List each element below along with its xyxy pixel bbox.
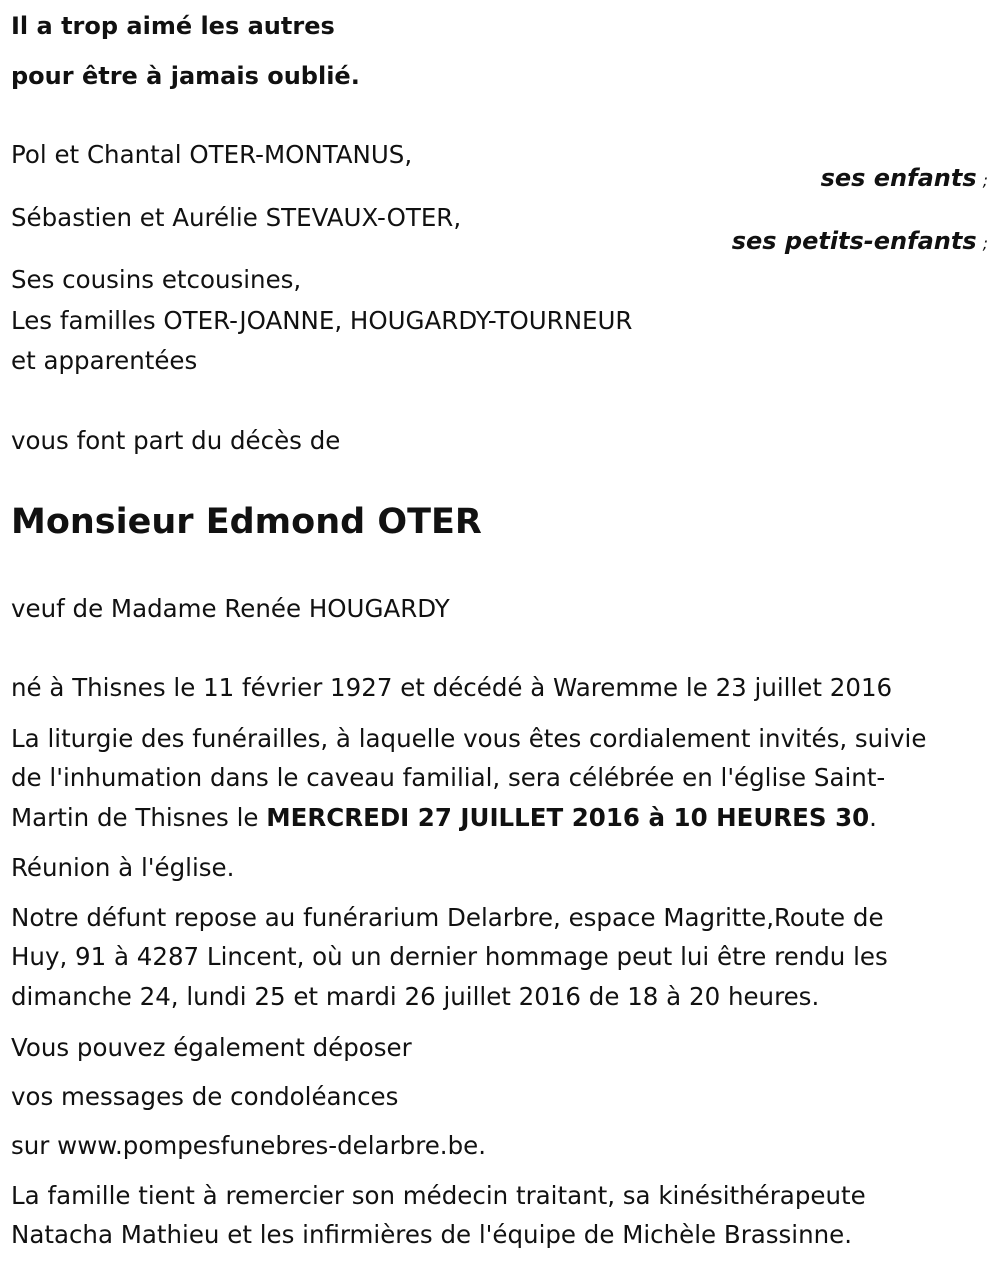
funeral-line-3 [11, 803, 877, 833]
grandchildren-relation [732, 226, 988, 259]
funeral-line-3-prefix: Martin de Thisnes le [11, 803, 267, 832]
grandchildren-names: Sébastien et Aurélie STEVAUX-OTER, [11, 203, 462, 232]
thanks-line-1: La famille tient à remercier son médecin traitant, sa kinésithérapeute [11, 1181, 866, 1210]
relation-separator: ; [982, 234, 988, 253]
condolences-line-2: vos messages de condoléances [11, 1082, 399, 1111]
funeral-datetime: MERCREDI 27 JUILLET 2016 à 10 HEURES 30 [266, 803, 870, 832]
children-relation-label: ses enfants [820, 164, 977, 192]
visitation-line-3: dimanche 24, lundi 25 et mardi 26 juillet 2016 de 18 à 20 heures. [11, 982, 820, 1011]
birth-death-line: né à Thisnes le 11 février 1927 et décédé à Waremme le 23 juillet 2016 [11, 673, 893, 702]
funeral-line-2: de l'inhumation dans le caveau familial, sera célébrée en l'église Saint- [11, 763, 886, 792]
children-names: Pol et Chantal OTER-MONTANUS, [11, 140, 413, 169]
condolences-line-3: sur www.pompesfunebres-delarbre.be. [11, 1131, 486, 1160]
announcement-line: vous font part du décès de [11, 426, 341, 455]
meeting-line: Réunion à l'église. [11, 853, 235, 882]
thanks-line-2: Natacha Mathieu et les infirmières de l'équipe de Michèle Brassinne. [11, 1220, 853, 1249]
deceased-name: Monsieur Edmond OTER [11, 502, 482, 542]
condolences-line-1: Vous pouvez également déposer [11, 1033, 412, 1062]
grandchildren-relation-label: ses petits-enfants [731, 227, 977, 255]
families-line: Les familles OTER-JOANNE, HOUGARDY-TOURNEUR [11, 306, 633, 335]
funeral-line-1: La liturgie des funérailles, à laquelle vous êtes cordialement invités, suivie [11, 724, 927, 753]
epitaph-line-1: Il a trop aimé les autres [11, 12, 335, 40]
cousins-line: Ses cousins etcousines, [11, 265, 302, 294]
funeral-line-3-suffix: . [869, 803, 877, 832]
children-relation [821, 163, 988, 196]
visitation-line-1: Notre défunt repose au funérarium Delarbre, espace Magritte,Route de [11, 903, 884, 932]
widower-line: veuf de Madame Renée HOUGARDY [11, 594, 450, 623]
epitaph-line-2: pour être à jamais oublié. [11, 62, 360, 90]
related-line: et apparentées [11, 346, 198, 375]
relation-separator: ; [982, 171, 988, 190]
visitation-line-2: Huy, 91 à 4287 Lincent, où un dernier hommage peut lui être rendu les [11, 942, 888, 971]
